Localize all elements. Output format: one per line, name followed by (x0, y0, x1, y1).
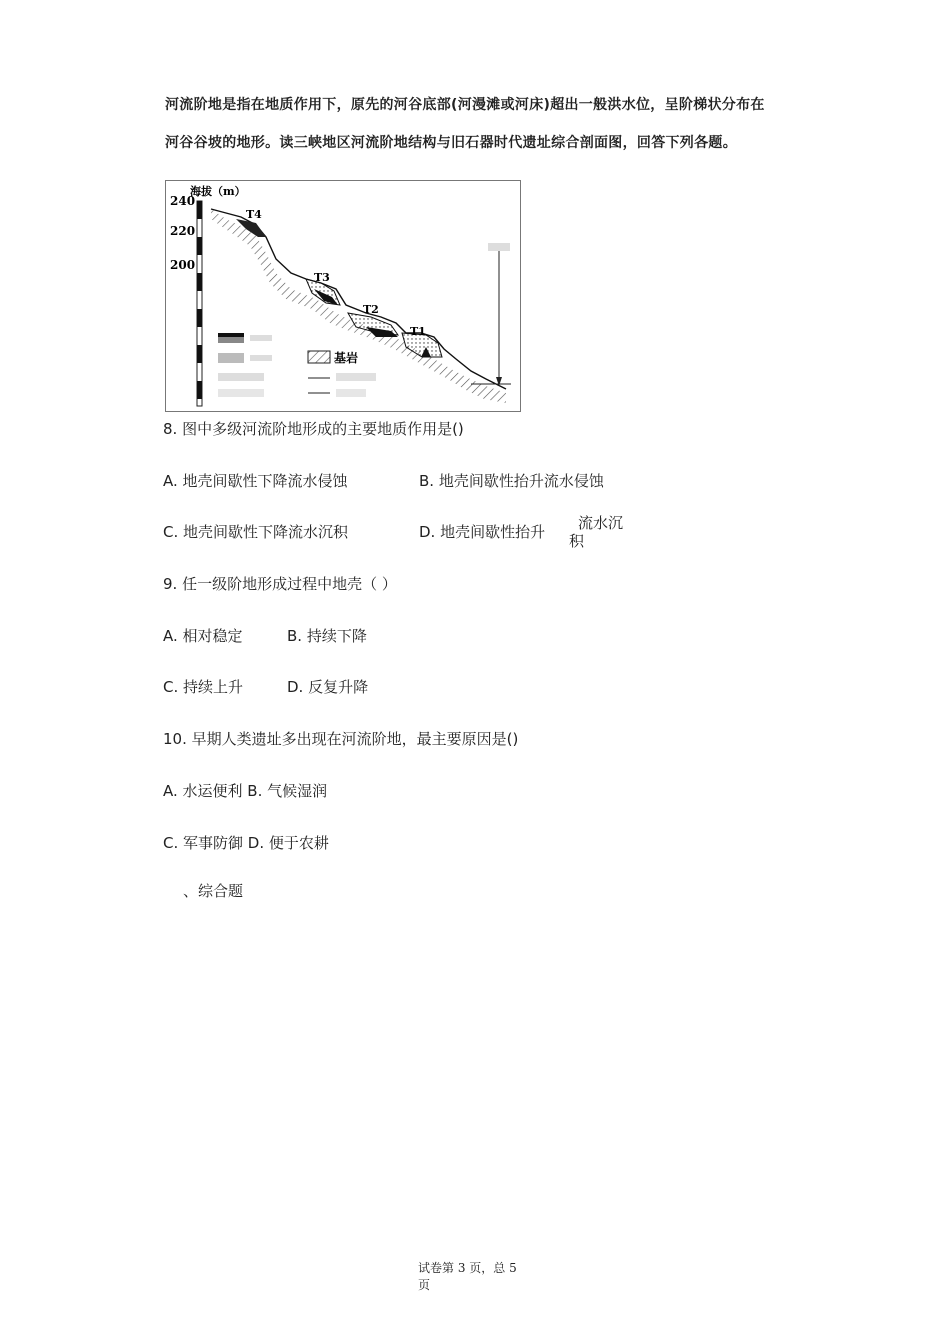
terrace-profile-svg (166, 181, 520, 411)
label-t1: T1 (410, 325, 426, 338)
q8-option-b: B. 地壳间歇性抬升流水侵蚀 (419, 472, 604, 490)
label-t3: T3 (314, 271, 330, 284)
legend (218, 333, 376, 397)
q10-stem: 10. 早期人类遗址多出现在河流阶地，最主要原因是() (163, 730, 519, 748)
q9-option-c: C. 持续上升 (163, 678, 244, 696)
tick-220: 220 (170, 224, 196, 238)
q8-option-d-wrap-2: 积 (569, 532, 585, 550)
y-axis-label: 海拔（m） (190, 185, 246, 198)
legend-bedrock-label: 基岩 (334, 351, 359, 365)
q8-option-a: A. 地壳间歇性下降流水侵蚀 (163, 472, 348, 490)
q9-option-a: A. 相对稳定 (163, 627, 243, 645)
page-footer-line-2: 页 (418, 1278, 431, 1292)
legend-bedrock-swatch (308, 351, 330, 363)
intro-line-2: 河谷谷坡的地形。读三峡地区河流阶地结构与旧石器时代遗址综合剖面图，回答下列各题。 (165, 135, 737, 151)
q8-stem: 8. 图中多级河流阶地形成的主要地质作用是() (163, 420, 464, 438)
scale-bar (197, 201, 202, 406)
page-footer-line-1: 试卷第 3 页，总 5 (418, 1261, 517, 1275)
water-label-box (488, 243, 510, 251)
q9-option-b: B. 持续下降 (287, 627, 367, 645)
q9-option-d: D. 反复升降 (287, 678, 369, 696)
label-t2: T2 (363, 303, 379, 316)
tick-200: 200 (170, 258, 196, 272)
q8-option-d: D. 地壳间歇性抬升 (419, 523, 546, 541)
intro-line-1: 河流阶地是指在地质作用下，原先的河谷底部(河漫滩或河床)超出一般洪水位，呈阶梯状分布在 (165, 97, 765, 113)
tick-240: 240 (170, 194, 196, 208)
q10-options-cd: C. 军事防御 D. 便于农耕 (163, 834, 329, 852)
terrace-profile-figure (165, 180, 521, 412)
q10-options-ab: A. 水运便利 B. 气候湿润 (163, 782, 328, 800)
label-t4: T4 (246, 208, 262, 221)
q8-option-d-wrap-1: 流水沉 (578, 514, 624, 532)
q9-stem: 9. 任一级阶地形成过程中地壳（ ） (163, 575, 397, 593)
section-heading: 、综合题 (183, 882, 244, 900)
q8-option-c: C. 地壳间歇性下降流水沉积 (163, 523, 349, 541)
